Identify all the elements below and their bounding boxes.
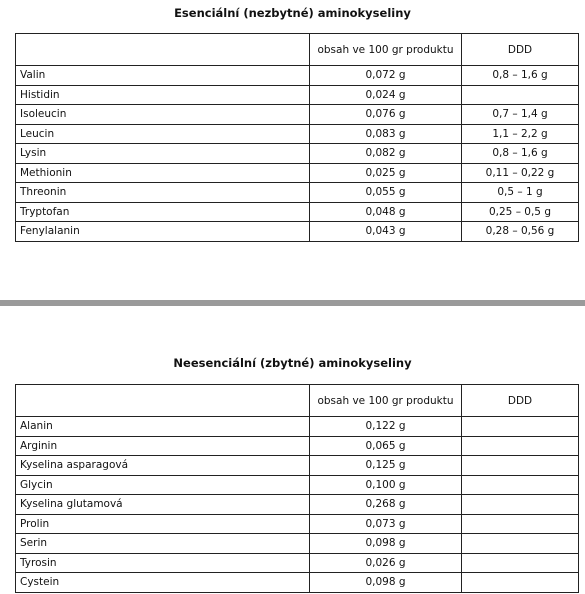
ddd-cell — [462, 553, 579, 573]
amount-cell: 0,098 g — [310, 573, 462, 593]
header-amount: obsah ve 100 gr produktu — [310, 34, 462, 66]
amount-cell: 0,082 g — [310, 144, 462, 164]
amount-cell: 0,024 g — [310, 85, 462, 105]
table-row — [16, 105, 579, 125]
header-name — [16, 385, 310, 417]
ddd-cell: 0,8 – 1,6 g — [462, 66, 579, 86]
amount-cell: 0,076 g — [310, 105, 462, 125]
ddd-cell: 0,25 – 0,5 g — [462, 202, 579, 222]
amino-acid-name: Cystein — [16, 573, 310, 593]
amino-acid-name: Serin — [16, 534, 310, 554]
ddd-cell — [462, 573, 579, 593]
ddd-cell: 0,5 – 1 g — [462, 183, 579, 203]
table-row — [16, 475, 579, 495]
amount-cell: 0,100 g — [310, 475, 462, 495]
essential-table — [15, 33, 579, 242]
amino-acid-name: Tryptofan — [16, 202, 310, 222]
header-amount: obsah ve 100 gr produktu — [310, 385, 462, 417]
amino-acid-name: Leucin — [16, 124, 310, 144]
amount-cell: 0,098 g — [310, 534, 462, 554]
amino-acid-name: Arginin — [16, 436, 310, 456]
table-row — [16, 222, 579, 242]
ddd-cell: 0,11 – 0,22 g — [462, 163, 579, 183]
table-row — [16, 183, 579, 203]
table-row — [16, 436, 579, 456]
table-row — [16, 456, 579, 476]
amino-acid-name: Prolin — [16, 514, 310, 534]
amino-acid-name: Kyselina asparagová — [16, 456, 310, 476]
amino-acid-name: Glycin — [16, 475, 310, 495]
amount-cell: 0,125 g — [310, 456, 462, 476]
amount-cell: 0,072 g — [310, 66, 462, 86]
header-name — [16, 34, 310, 66]
ddd-cell — [462, 456, 579, 476]
essential-title: Esenciální (nezbytné) aminokyseliny — [174, 6, 411, 20]
amount-cell: 0,025 g — [310, 163, 462, 183]
ddd-cell — [462, 85, 579, 105]
amount-cell: 0,083 g — [310, 124, 462, 144]
table-row — [16, 66, 579, 86]
table-row — [16, 534, 579, 554]
header-ddd: DDD — [462, 385, 579, 417]
amount-cell: 0,055 g — [310, 183, 462, 203]
table-row — [16, 124, 579, 144]
ddd-cell — [462, 436, 579, 456]
amino-acid-name: Isoleucin — [16, 105, 310, 125]
table-row — [16, 495, 579, 515]
ddd-cell — [462, 475, 579, 495]
amount-cell: 0,122 g — [310, 417, 462, 437]
header-ddd: DDD — [462, 34, 579, 66]
amount-cell: 0,026 g — [310, 553, 462, 573]
amino-acid-name: Valin — [16, 66, 310, 86]
amino-acid-name: Threonin — [16, 183, 310, 203]
table-row — [16, 553, 579, 573]
ddd-cell: 0,28 – 0,56 g — [462, 222, 579, 242]
table-row — [16, 573, 579, 593]
amount-cell: 0,268 g — [310, 495, 462, 515]
amino-acid-name: Alanin — [16, 417, 310, 437]
ddd-cell: 1,1 – 2,2 g — [462, 124, 579, 144]
ddd-cell — [462, 534, 579, 554]
amino-acid-name: Fenylalanin — [16, 222, 310, 242]
table-row — [16, 202, 579, 222]
ddd-cell: 0,8 – 1,6 g — [462, 144, 579, 164]
ddd-cell — [462, 514, 579, 534]
amino-acid-name: Histidin — [16, 85, 310, 105]
table-row — [16, 144, 579, 164]
amount-cell: 0,048 g — [310, 202, 462, 222]
amount-cell: 0,065 g — [310, 436, 462, 456]
ddd-cell — [462, 495, 579, 515]
table-row — [16, 514, 579, 534]
ddd-cell — [462, 417, 579, 437]
nonessential-title: Neesenciální (zbytné) aminokyseliny — [173, 356, 412, 370]
amount-cell: 0,073 g — [310, 514, 462, 534]
amount-cell: 0,043 g — [310, 222, 462, 242]
table-row — [16, 163, 579, 183]
amino-acid-name: Methionin — [16, 163, 310, 183]
table-header-row — [16, 34, 579, 66]
section-divider — [0, 300, 585, 306]
table-header-row — [16, 385, 579, 417]
nonessential-table — [15, 384, 579, 593]
table-row — [16, 417, 579, 437]
amino-acid-name: Lysin — [16, 144, 310, 164]
ddd-cell: 0,7 – 1,4 g — [462, 105, 579, 125]
amino-acid-name: Kyselina glutamová — [16, 495, 310, 515]
amino-acid-name: Tyrosin — [16, 553, 310, 573]
table-row — [16, 85, 579, 105]
